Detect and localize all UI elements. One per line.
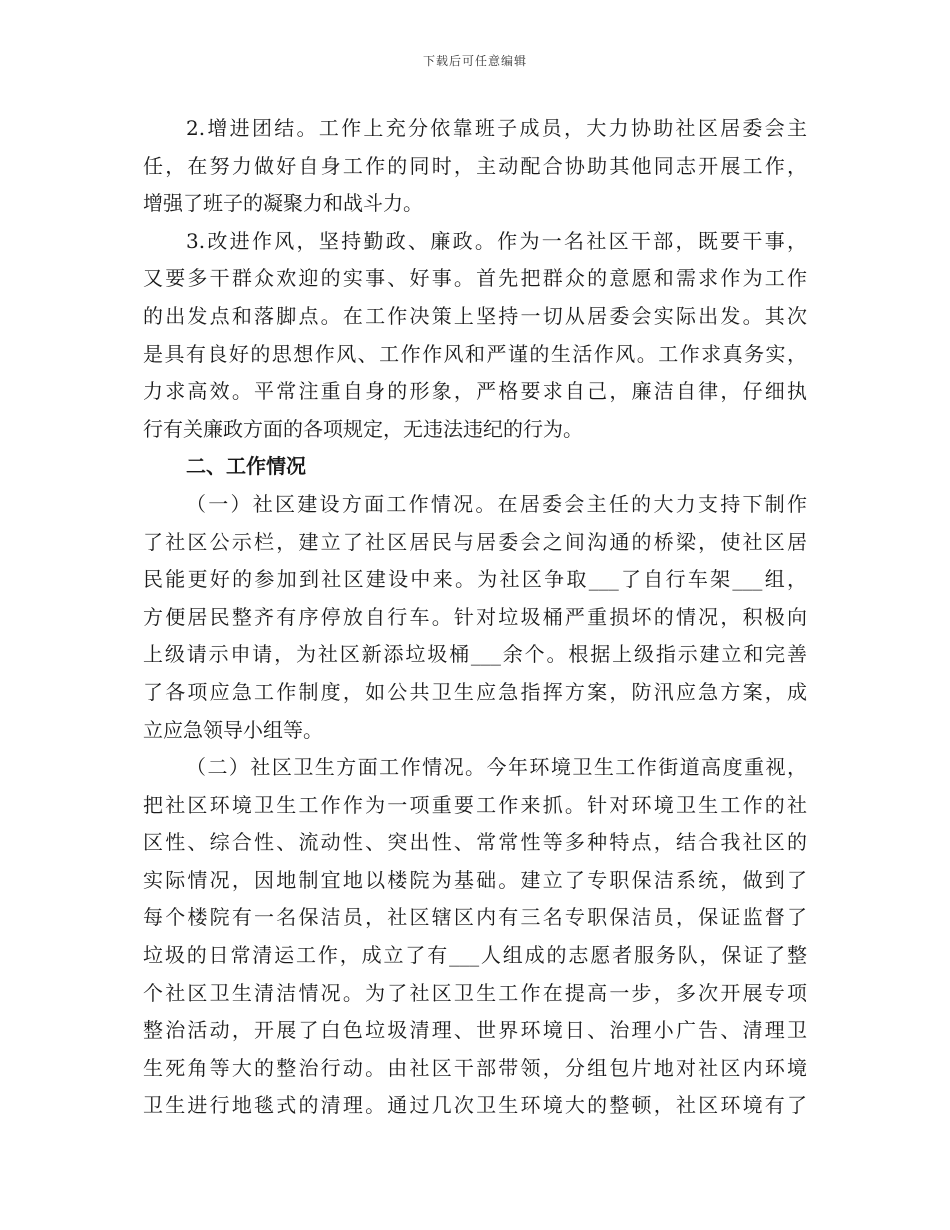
paragraph-line: （一）社区建设方面工作情况。在居委会主任的大力支持下制作 — [186, 491, 807, 516]
paragraph-line: 垃圾的日常清运工作，成立了有___人组成的志愿者服务队，保证了整 — [143, 943, 807, 968]
paragraph-line: 个社区卫生清洁情况。为了社区卫生工作在提高一步，多次开展专项 — [143, 980, 807, 1005]
paragraph-line: 行有关廉政方面的各项规定，无违法违纪的行为。 — [143, 416, 583, 441]
paragraph-line: 3.改进作风，坚持勤政、廉政。作为一名社区干部，既要干事， — [186, 228, 807, 253]
paragraph-line: 方便居民整齐有序停放自行车。针对垃圾桶严重损坏的情况，积极向 — [143, 604, 807, 629]
paragraph-line: 增强了班子的凝聚力和战斗力。 — [143, 191, 423, 216]
paragraph-line: 把社区环境卫生工作作为一项重要工作来抓。针对环境卫生工作的社 — [143, 792, 807, 817]
paragraph-line: 了社区公示栏，建立了社区居民与居委会之间沟通的桥梁，使社区居 — [143, 529, 807, 554]
paragraph-line: 上级请示申请，为社区新添垃圾桶___余个。根据上级指示建立和完善 — [143, 642, 807, 667]
paragraph-line: 了各项应急工作制度，如公共卫生应急指挥方案，防汛应急方案，成 — [143, 679, 807, 704]
paragraph-line: 任，在努力做好自身工作的同时，主动配合协助其他同志开展工作， — [143, 153, 807, 178]
section-heading: 二、工作情况 — [186, 454, 306, 479]
paragraph-line: 卫生进行地毯式的清理。通过几次卫生环境大的整顿，社区环境有了 — [143, 1093, 807, 1118]
paragraph-line: 2.增进团结。工作上充分依靠班子成员，大力协助社区居委会主 — [186, 116, 807, 140]
paragraph-line: 又要多干群众欢迎的实事、好事。首先把群众的意愿和需求作为工作 — [143, 266, 807, 291]
paragraph-line: 的出发点和落脚点。在工作决策上坚持一切从居委会实际出发。其次 — [143, 303, 807, 328]
paragraph-line: 实际情况，因地制宜地以楼院为基础。建立了专职保洁系统，做到了 — [143, 867, 807, 892]
paragraph-line: 力求高效。平常注重自身的形象，严格要求自己，廉洁自律，仔细执 — [143, 379, 807, 404]
paragraph-line: 民能更好的参加到社区建设中来。为社区争取___了自行车架___组， — [143, 567, 807, 592]
paragraph-line: 生死角等大的整治行动。由社区干部带领，分组包片地对社区内环境 — [143, 1055, 807, 1080]
paragraph-line: 区性、综合性、流动性、突出性、常常性等多种特点，结合我社区的 — [143, 830, 807, 855]
document-body — [143, 110, 807, 1125]
page-header: 下载后可任意编辑 — [422, 54, 527, 68]
paragraph-line: （二）社区卫生方面工作情况。今年环境卫生工作街道高度重视， — [186, 755, 807, 780]
paragraph-line: 是具有良好的思想作风、工作作风和严谨的生活作风。工作求真务实， — [143, 341, 807, 366]
paragraph-line: 整治活动，开展了白色垃圾清理、世界环境日、治理小广告、清理卫 — [143, 1018, 807, 1043]
paragraph-line: 立应急领导小组等。 — [143, 717, 323, 742]
paragraph-line: 每个楼院有一名保洁员，社区辖区内有三名专职保洁员，保证监督了 — [143, 905, 807, 930]
